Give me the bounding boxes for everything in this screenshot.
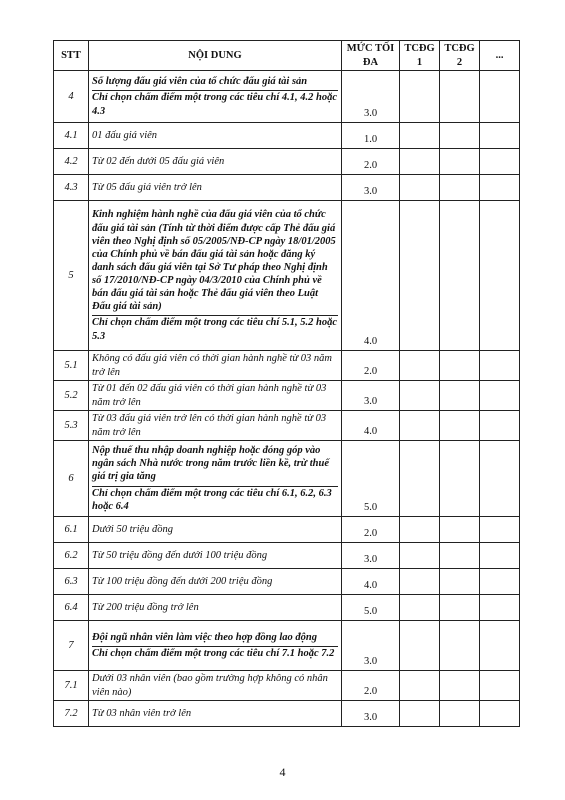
row-text: Kinh nghiệm hành nghề của đấu giá viên của tổ chức đấu giá tài sản (Tính từ thời điểm được cấp Thẻ đấu giá viên theo Nghị định số 05/2005/NĐ-CP ngày 18/01/2005 của Chính phủ về bán đấu giá tài sản hoặc đăng ký danh sách đấu giá viên tại Sở Tư pháp theo Nghị định số 17/2010/NĐ-CP ngày 04/3/2010 của Chính phủ về bán đấu giá tài sản hoặc Thẻ đấu giá viên theo Luật Đấu giá tài sản) <box>92 209 336 313</box>
score-cell[interactable] <box>480 123 520 149</box>
row-content <box>89 351 342 381</box>
row-max-score: 2.0 <box>342 671 400 701</box>
score-cell[interactable] <box>440 543 480 569</box>
row-content <box>89 71 342 123</box>
score-cell[interactable] <box>480 621 520 671</box>
row-stt: 4 <box>54 71 89 123</box>
table-row <box>54 569 520 595</box>
row-text: Từ 50 triệu đồng đến dưới 100 triệu đồng <box>92 549 268 561</box>
row-max-score: 3.0 <box>342 381 400 411</box>
score-cell[interactable] <box>480 351 520 381</box>
score-cell[interactable] <box>400 671 440 701</box>
row-stt: 4.2 <box>54 149 89 175</box>
row-stt: 7 <box>54 621 89 671</box>
row-max-score: 2.0 <box>342 351 400 381</box>
table-row <box>54 621 520 671</box>
score-cell[interactable] <box>440 569 480 595</box>
score-cell[interactable] <box>480 381 520 411</box>
row-content <box>89 411 342 441</box>
row-stt: 4.1 <box>54 123 89 149</box>
row-stt: 5.3 <box>54 411 89 441</box>
score-cell[interactable] <box>400 201 440 351</box>
score-cell[interactable] <box>440 517 480 543</box>
row-content <box>89 517 342 543</box>
row-text: Từ 100 triệu đồng đến dưới 200 triệu đồng <box>92 575 273 587</box>
row-text: Chỉ chọn chấm điểm một trong các tiêu chí 6.1, 6.2, 6.3 hoặc 6.4 <box>92 486 338 513</box>
row-content <box>89 701 342 727</box>
score-cell[interactable] <box>440 201 480 351</box>
row-max-score: 4.0 <box>342 411 400 441</box>
table-row <box>54 71 520 123</box>
row-max-score: 3.0 <box>342 175 400 201</box>
row-text: Chỉ chọn chấm điểm một trong các tiêu chí 5.1, 5.2 hoặc 5.3 <box>92 317 338 342</box>
score-cell[interactable] <box>400 701 440 727</box>
row-stt: 5 <box>54 201 89 351</box>
table-row <box>54 175 520 201</box>
header-tcdg1: TCĐG 1 <box>400 41 440 71</box>
score-cell[interactable] <box>440 123 480 149</box>
row-stt: 6.2 <box>54 543 89 569</box>
table-row <box>54 701 520 727</box>
score-cell[interactable] <box>440 701 480 727</box>
table-row <box>54 123 520 149</box>
score-cell[interactable] <box>400 441 440 517</box>
table-row <box>54 201 520 351</box>
score-cell[interactable] <box>440 71 480 123</box>
header-more: ... <box>480 41 520 71</box>
header-muc: MỨC TỐI ĐA <box>342 41 400 71</box>
row-text: Chỉ chọn chấm điểm một trong các tiêu chí 7.1 hoặc 7.2 <box>92 646 338 660</box>
row-text: Nộp thuế thu nhập doanh nghiệp hoặc đóng góp vào ngân sách Nhà nước trong năm trước liền kề, trừ thuế giá trị gia tăng <box>92 445 329 483</box>
table-row <box>54 517 520 543</box>
row-stt: 7.2 <box>54 701 89 727</box>
table-row <box>54 441 520 517</box>
score-cell[interactable] <box>400 175 440 201</box>
row-max-score: 2.0 <box>342 149 400 175</box>
score-cell[interactable] <box>400 543 440 569</box>
score-cell[interactable] <box>480 569 520 595</box>
score-cell[interactable] <box>440 381 480 411</box>
row-content <box>89 149 342 175</box>
score-cell[interactable] <box>440 595 480 621</box>
row-stt: 6.3 <box>54 569 89 595</box>
row-text: Từ 03 nhân viên trở lên <box>92 707 192 719</box>
score-cell[interactable] <box>480 671 520 701</box>
table-row <box>54 411 520 441</box>
table-row <box>54 543 520 569</box>
score-cell[interactable] <box>400 517 440 543</box>
score-cell[interactable] <box>440 621 480 671</box>
score-cell[interactable] <box>440 411 480 441</box>
row-text: Chỉ chọn chấm điểm một trong các tiêu chí 4.1, 4.2 hoặc 4.3 <box>92 92 338 117</box>
row-content <box>89 201 342 351</box>
score-cell[interactable] <box>400 621 440 671</box>
score-cell[interactable] <box>400 411 440 441</box>
row-max-score: 1.0 <box>342 123 400 149</box>
table-row <box>54 149 520 175</box>
table-row <box>54 351 520 381</box>
row-content <box>89 543 342 569</box>
header-stt: STT <box>54 41 89 71</box>
score-cell[interactable] <box>400 149 440 175</box>
score-cell[interactable] <box>480 411 520 441</box>
row-content <box>89 381 342 411</box>
row-text: Số lượng đấu giá viên của tổ chức đấu giá tài sản <box>92 76 308 88</box>
row-max-score: 5.0 <box>342 441 400 517</box>
row-max-score: 3.0 <box>342 543 400 569</box>
row-text: Từ 200 triệu đồng trở lên <box>92 601 199 613</box>
row-text: Từ 05 đấu giá viên trở lên <box>92 181 202 193</box>
row-stt: 6 <box>54 441 89 517</box>
score-cell[interactable] <box>440 149 480 175</box>
row-stt: 5.1 <box>54 351 89 381</box>
score-cell[interactable] <box>480 441 520 517</box>
row-stt: 5.2 <box>54 381 89 411</box>
row-text: Dưới 03 nhân viên (bao gồm trường hợp không có nhân viên nào) <box>92 673 328 698</box>
row-content <box>89 671 342 701</box>
row-max-score: 4.0 <box>342 201 400 351</box>
score-cell[interactable] <box>400 351 440 381</box>
row-stt: 6.1 <box>54 517 89 543</box>
table-row <box>54 671 520 701</box>
score-cell[interactable] <box>480 595 520 621</box>
row-content <box>89 175 342 201</box>
table-row <box>54 595 520 621</box>
score-cell[interactable] <box>400 569 440 595</box>
row-content <box>89 621 342 671</box>
score-cell[interactable] <box>440 441 480 517</box>
row-text: Từ 03 đấu giá viên trở lên có thời gian hành nghề từ 03 năm trở lên <box>92 413 327 438</box>
row-max-score: 3.0 <box>342 621 400 671</box>
score-cell[interactable] <box>480 701 520 727</box>
table-header-row <box>54 41 520 71</box>
row-max-score: 5.0 <box>342 595 400 621</box>
row-max-score: 2.0 <box>342 517 400 543</box>
row-text: Từ 01 đến 02 đấu giá viên có thời gian hành nghề từ 03 năm trở lên <box>92 383 327 408</box>
row-stt: 6.4 <box>54 595 89 621</box>
score-cell[interactable] <box>480 175 520 201</box>
row-content <box>89 569 342 595</box>
score-cell[interactable] <box>440 671 480 701</box>
row-text: Dưới 50 triệu đồng <box>92 523 174 535</box>
row-content <box>89 441 342 517</box>
score-cell[interactable] <box>480 543 520 569</box>
row-max-score: 3.0 <box>342 71 400 123</box>
score-cell[interactable] <box>480 517 520 543</box>
header-tcdg2: TCĐG 2 <box>440 41 480 71</box>
score-cell[interactable] <box>400 123 440 149</box>
table-row <box>54 381 520 411</box>
score-cell[interactable] <box>400 71 440 123</box>
criteria-table <box>53 40 520 727</box>
score-cell[interactable] <box>440 351 480 381</box>
row-text: Từ 02 đến dưới 05 đấu giá viên <box>92 155 225 167</box>
score-cell[interactable] <box>400 381 440 411</box>
score-cell[interactable] <box>480 71 520 123</box>
header-noi-dung: NỘI DUNG <box>89 41 342 71</box>
page-number: 4 <box>279 765 286 779</box>
score-cell[interactable] <box>440 175 480 201</box>
row-text: 01 đấu giá viên <box>92 129 158 141</box>
row-max-score: 4.0 <box>342 569 400 595</box>
row-stt: 7.1 <box>54 671 89 701</box>
score-cell[interactable] <box>480 201 520 351</box>
row-stt: 4.3 <box>54 175 89 201</box>
row-text: Đội ngũ nhân viên làm việc theo hợp đồng lao động <box>92 631 317 643</box>
score-cell[interactable] <box>480 149 520 175</box>
row-content <box>89 595 342 621</box>
row-text: Không có đấu giá viên có thời gian hành nghề từ 03 năm trở lên <box>92 353 332 378</box>
score-cell[interactable] <box>400 595 440 621</box>
row-max-score: 3.0 <box>342 701 400 727</box>
row-content <box>89 123 342 149</box>
